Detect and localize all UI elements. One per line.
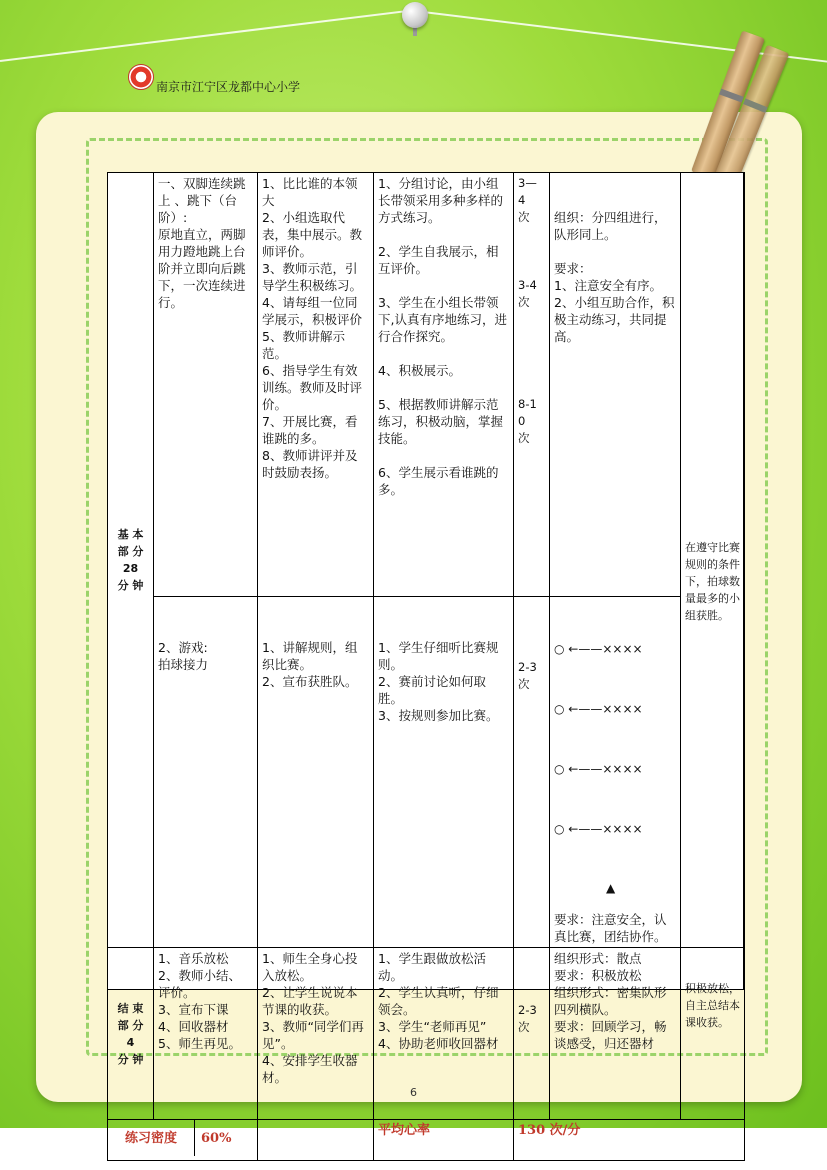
density-label-text: 练习密度 [108, 1120, 195, 1156]
teacher-triangle-icon: ▲ [606, 881, 616, 895]
formation-line: ○ ←——×××× [554, 702, 647, 716]
density-value: 60% [201, 1130, 232, 1146]
formation-line: ○ ←——×××× [554, 822, 647, 836]
table-row [108, 597, 745, 948]
organization-cell: 组织：分四组进行，队形同上。 要求： 1、注意安全有序。 2、小组互助合作，积极主动练习，共同提高。 [550, 173, 681, 597]
formation-line: ○ ←——×××× [554, 762, 647, 776]
game-requirements-text: 要求：注意安全，认真比赛，团结协作。 [554, 912, 667, 944]
lesson-plan-table [107, 172, 745, 1161]
school-logo-icon [128, 64, 154, 90]
page-number: 6 [410, 1086, 417, 1099]
school-name: 南京市江宁区龙都中心小学 [156, 80, 301, 94]
content-cell: 1、音乐放松 2、教师小结、评价。 3、宣布下课 4、回收器材 5、师生再见。 [154, 948, 258, 1120]
notes-cell [681, 173, 745, 948]
section-label-basic: 基 本 部 分 28 分 钟 [108, 173, 154, 948]
game-teacher-text: 1、讲解规则，组织比赛。 2、宣布获胜队。 [262, 640, 358, 689]
pushpin-icon [402, 2, 428, 28]
content-cell [154, 597, 258, 948]
teacher-activity-cell: 1、比比谁的本领大 2、小组选取代表，集中展示。教师评价。 3、教师示范，引导学生积极练习。 4、请每组一位同学展示，积极评价 5、教师讲解示范。 6、指导学生有效训练。教师及时评价。 7、开展比赛，看谁跳的多。 8、教师讲评并及时鼓励表扬。 [258, 173, 374, 597]
heart-rate-label: 平均心率 [374, 1120, 514, 1161]
organization-cell [550, 597, 681, 948]
student-activity-cell: 1、学生跟做放松活动。 2、学生认真听，仔细领会。 3、学生“老师再见” 4、协助老师收回器材 [374, 948, 514, 1120]
notes-text: 在遵守比赛规则的条件下，拍球数量最多的小组获胜。 [685, 541, 740, 622]
teacher-activity-cell: 1、师生全身心投入放松。 2、让学生说说本节课的收获。 3、教师“同学们再见”。 4、安排学生收器材。 [258, 948, 374, 1120]
game-times-text: 2-3 次 [518, 660, 537, 691]
times-cell [514, 597, 550, 948]
student-activity-cell: 1、分组讨论，由小组长带领采用多种多样的方式练习。 2、学生自我展示，相互评价。 3、学生在小组长带领下,认真有序地练习，进行合作探究。 4、积极展示。 5、根据教师讲解示范练习，积极动脑，掌握技能。 6、学生展示看谁跳的多。 [374, 173, 514, 597]
heart-rate-value: 130 次/分 [514, 1120, 745, 1161]
content-cell: 一、双脚连续跳上 、跳下（台阶）: 原地直立，两脚用力蹬地跳上台阶并立即向后跳下，一次连续进行。 [154, 173, 258, 597]
summary-row [108, 1120, 745, 1161]
game-content-text: 2、游戏: 拍球接力 [158, 640, 209, 672]
density-label [108, 1120, 258, 1161]
ending-times-text: 2-3 次 [518, 1003, 537, 1034]
formation-line: ○ ←——×××× [554, 642, 647, 656]
times-cell: 3— 4 次 3-4 次 8-1 0 次 [514, 173, 550, 597]
formation-diagram [554, 599, 676, 879]
organization-cell: 组织形式：散点 要求：积极放松 组织形式：密集队形四列横队。 要求：回顾学习，畅谈感受，归还器材 [550, 948, 681, 1120]
section-label-ending: 结 束 部 分 4 分 钟 [108, 948, 154, 1120]
table-row [108, 173, 745, 597]
student-activity-cell [374, 597, 514, 948]
empty-footer-cell [258, 1120, 374, 1161]
ending-notes-text: 积极放松，自主总结本课收获。 [685, 982, 740, 1029]
game-student-text: 1、学生仔细听比赛规则。 2、赛前讨论如何取胜。 3、按规则参加比赛。 [378, 640, 499, 723]
teacher-activity-cell [258, 597, 374, 948]
